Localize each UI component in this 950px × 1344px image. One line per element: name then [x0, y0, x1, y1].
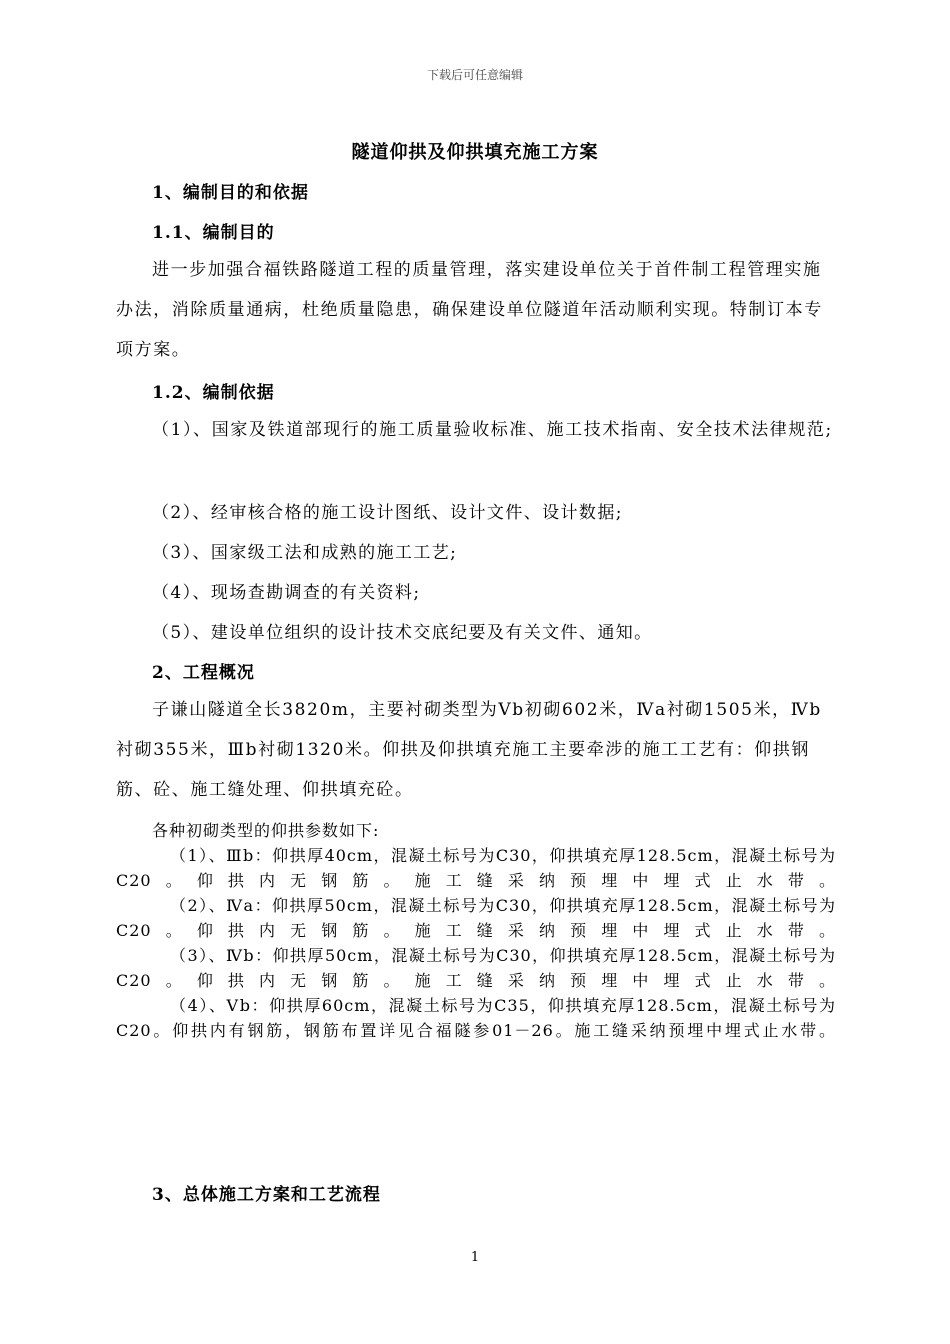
- params-block: [116, 818, 836, 1043]
- heading-1: 1、编制目的和依据: [152, 183, 309, 203]
- param-item: （3）、Ⅳb：仰拱厚50cm，混凝土标号为C30，仰拱填充厚128.5cm，混凝土标号为C20。仰拱内无钢筋。施工缝采纳预埋中埋式止水带。: [116, 946, 836, 990]
- page-number: 1: [470, 1250, 480, 1265]
- basis-item-2: （2）、经审核合格的施工设计图纸、设计文件、设计数据;: [152, 503, 623, 523]
- overview-paragraph: 子谦山隧道全长3820m，主要衬砌类型为Ⅴb初砌602米，Ⅳa衬砌1505米，Ⅳb衬砌355米，Ⅲb衬砌1320米。仰拱及仰拱填充施工主要牵涉的施工工艺有：仰拱钢筋、砼、施工缝处理、仰拱填充砼。: [116, 700, 822, 800]
- basis-item-5: （5）、建设单位组织的设计技术交底纪要及有关文件、通知。: [152, 623, 653, 643]
- heading-2: 2、工程概况: [152, 663, 255, 683]
- heading-3: 3、总体施工方案和工艺流程: [152, 1185, 381, 1205]
- basis-item-3: （3）、国家级工法和成熟的施工工艺;: [152, 543, 458, 563]
- heading-1-1: 1.1、编制目的: [152, 223, 275, 243]
- purpose-paragraph: 进一步加强合福铁路隧道工程的质量管理，落实建设单位关于首件制工程管理实施办法，消除质量通病，杜绝质量隐患，确保建设单位隧道年活动顺利实现。特制订本专项方案。: [116, 260, 823, 360]
- basis-item-4: （4）、现场查勘调查的有关资料;: [152, 583, 421, 603]
- param-item: （4）、Ⅴb：仰拱厚60cm，混凝土标号为C35，仰拱填充厚128.5cm，混凝土标号为C20。仰拱内有钢筋，钢筋布置详见合福隧参01－26。施工缝采纳预埋中埋式止水带。: [116, 996, 836, 1040]
- document-title: 隧道仰拱及仰拱填充施工方案: [351, 142, 599, 163]
- basis-item-1: （1）、国家及铁道部现行的施工质量验收标准、施工技术指南、安全技术法律规范;: [152, 420, 833, 440]
- param-item: （1）、Ⅲb：仰拱厚40cm，混凝土标号为C30，仰拱填充厚128.5cm，混凝土标号为C20。仰拱内无钢筋。施工缝采纳预埋中埋式止水带。: [116, 846, 836, 890]
- heading-1-2: 1.2、编制依据: [152, 383, 275, 403]
- params-intro: 各种初砌类型的仰拱参数如下:: [152, 821, 380, 840]
- header-note: 下载后可任意编辑: [426, 68, 523, 82]
- param-item: （2）、Ⅳa：仰拱厚50cm，混凝土标号为C30，仰拱填充厚128.5cm，混凝土标号为C20。仰拱内无钢筋。施工缝采纳预埋中埋式止水带。: [116, 896, 836, 940]
